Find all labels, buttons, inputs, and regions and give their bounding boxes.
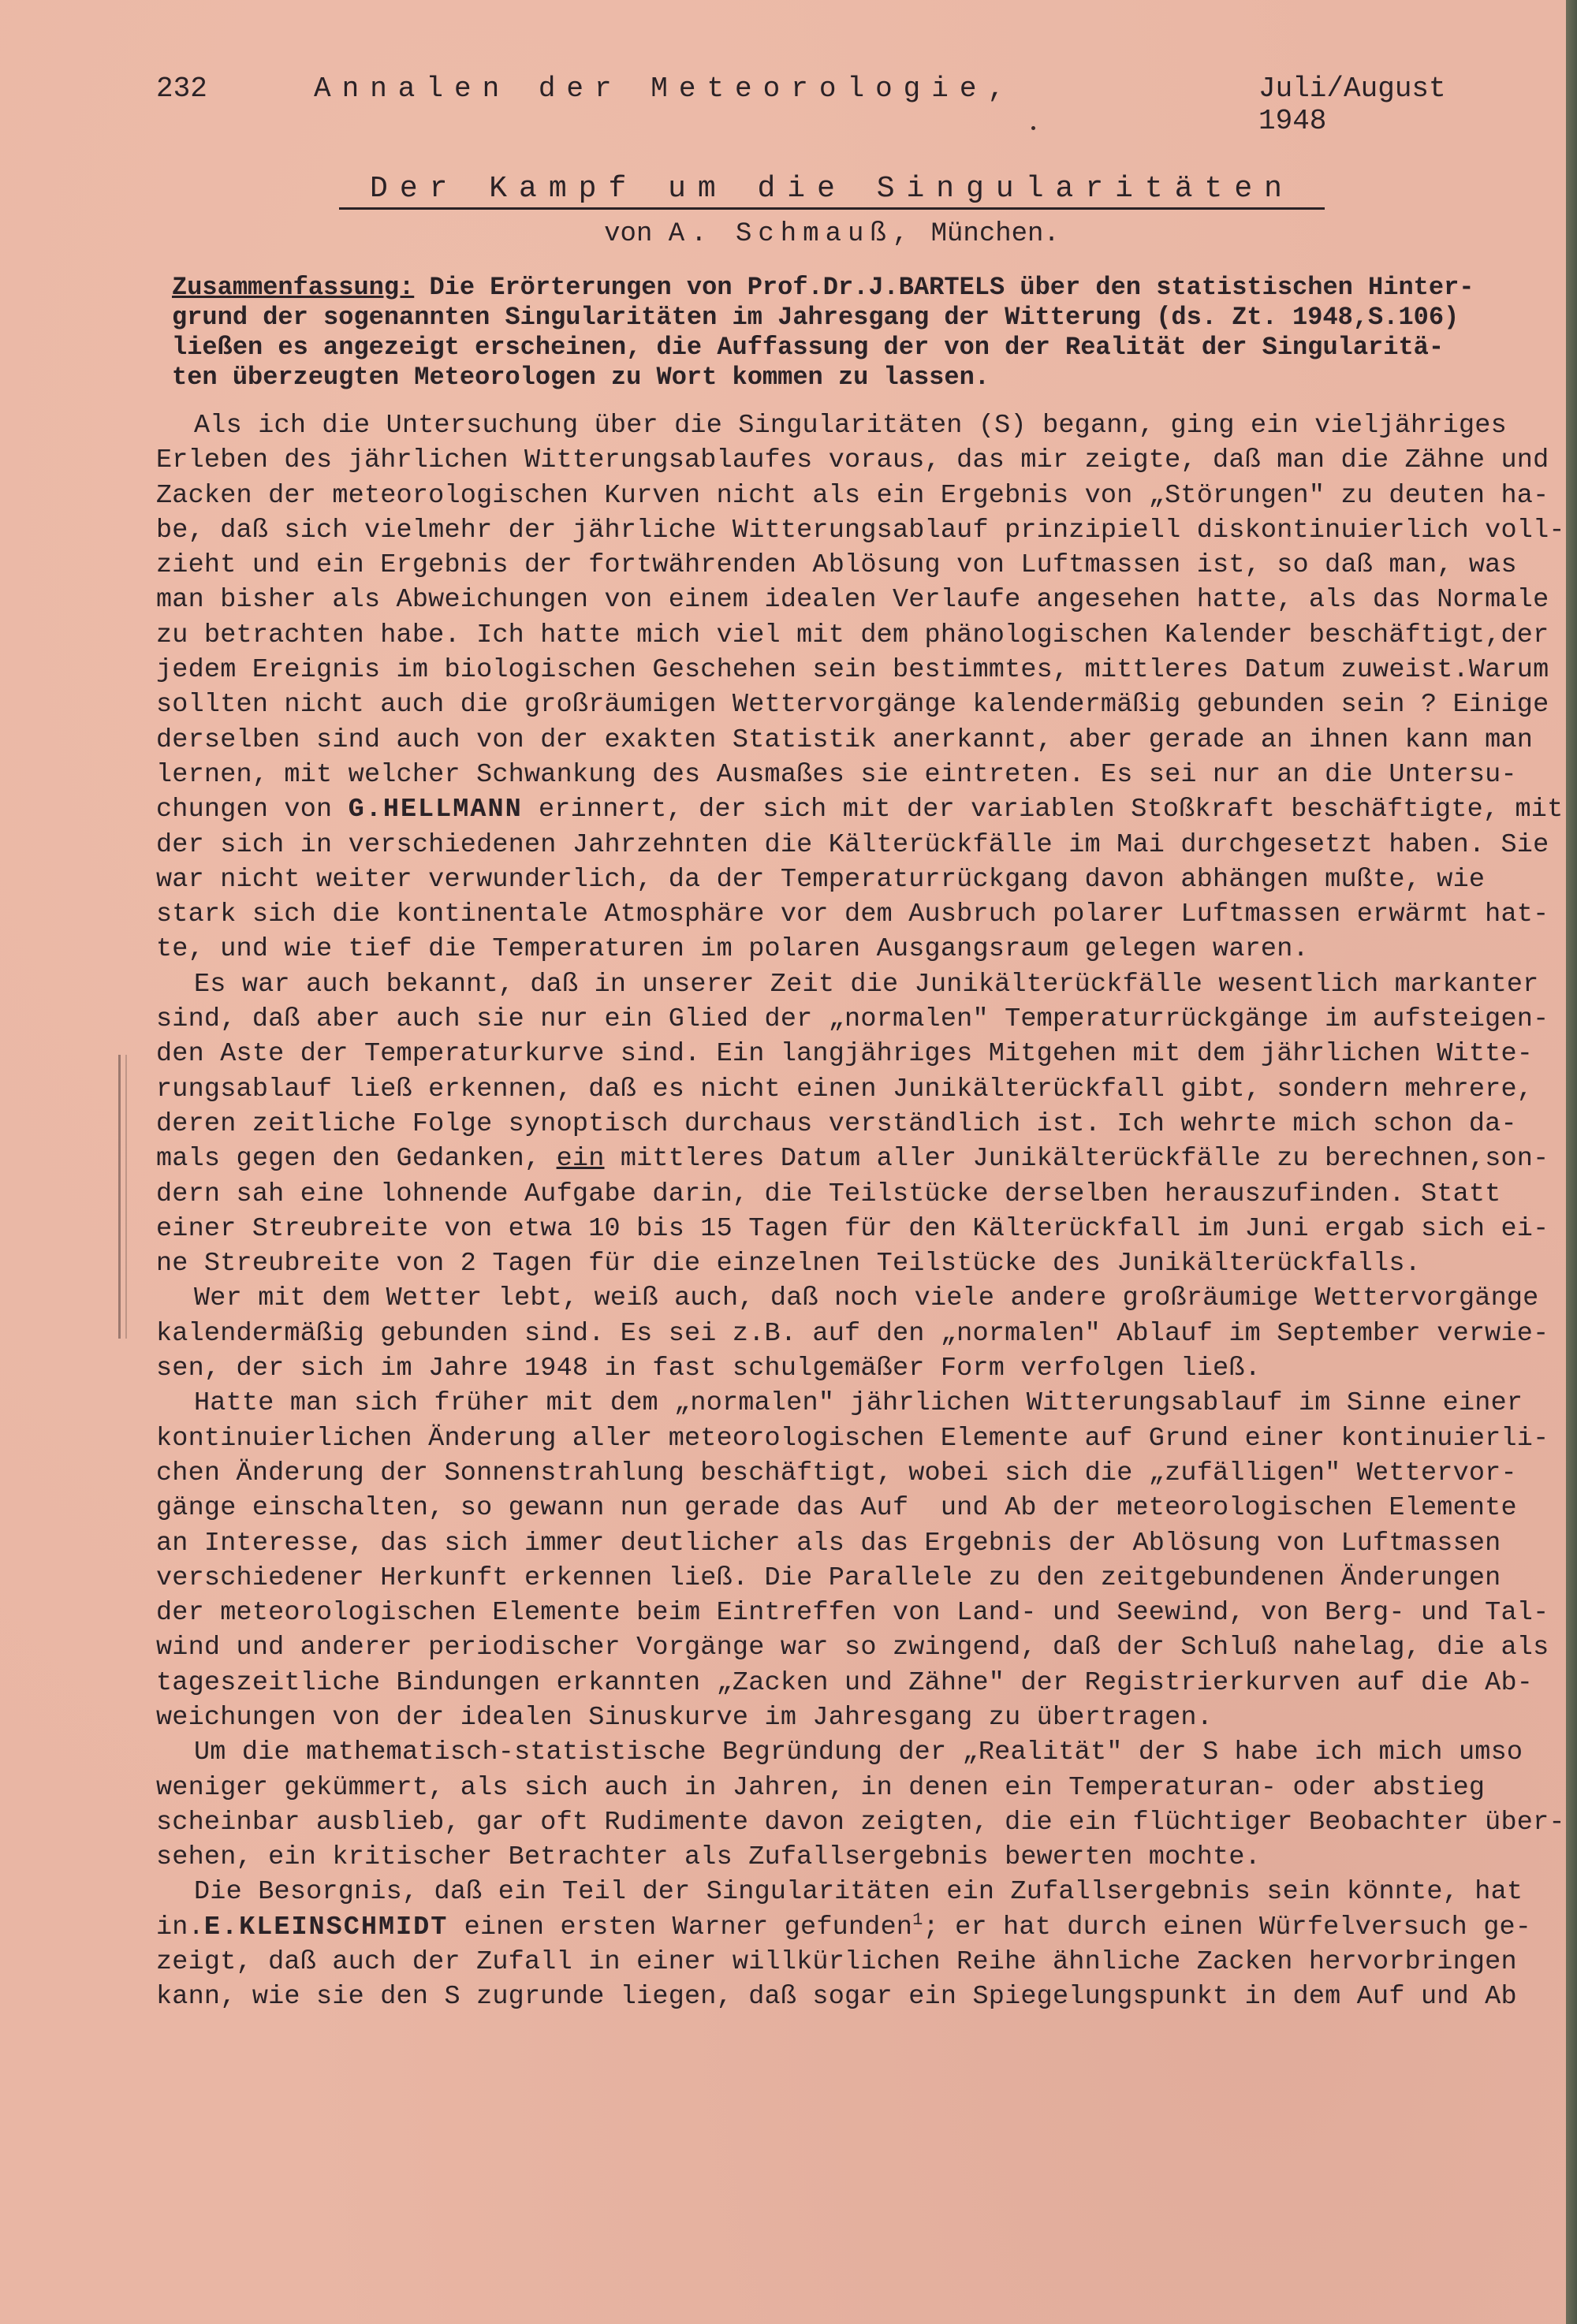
body-line: scheinbar ausblieb, gar oft Rudimente davon zeigten, die ein flüchtiger Beobachter über-: [156, 1807, 1565, 1838]
cited-author: G.HELLMANN: [348, 795, 523, 825]
body-line: [156, 792, 1564, 827]
body-line: Hatte man sich früher mit dem „normalen" jährlichen Witterungsablauf im Sinne einer: [194, 1388, 1523, 1419]
body-line: weichungen von der idealen Sinuskurve im Jahresgang zu übertragen.: [156, 1702, 1214, 1733]
abstract-line: grund der sogenannten Singularitäten im Jahresgang der Witterung (ds. Zt. 1948,S.106): [172, 303, 1460, 332]
body-line: zieht und ein Ergebnis der fortwährenden Ablösung von Luftmassen ist, so daß man, was: [156, 550, 1517, 581]
body-line: chen Änderung der Sonnenstrahlung beschäftigt, wobei sich die „zufälligen" Wettervor-: [156, 1458, 1517, 1488]
body-line: lernen, mit welcher Schwankung des Ausmaßes sie eintreten. Es sei nur an die Untersu-: [156, 759, 1517, 790]
body-line: einer Streubreite von etwa 10 bis 15 Tagen für den Kälterückfall im Juni ergab sich ei-: [156, 1213, 1549, 1244]
abstract-label: Zusammenfassung:: [172, 273, 415, 302]
body-line: Um die mathematisch-statistische Begründung der „Realität" der S habe ich mich umso: [194, 1737, 1523, 1768]
body-text: erinnert, der sich mit der variablen Stoßkraft beschäftigte, mit: [522, 795, 1564, 825]
emphasized-word: ein: [556, 1144, 605, 1175]
body-line: der meteorologischen Elemente beim Eintreffen von Land- und Seewind, von Berg- und Tal-: [156, 1598, 1549, 1629]
body-text: mals gegen den Gedanken,: [156, 1144, 557, 1175]
body-line: tageszeitliche Bindungen erkannten „Zacken und Zähne" der Registrierkurven auf die Ab-: [156, 1667, 1534, 1698]
body-line: sehen, ein kritischer Betrachter als Zufallsergebnis bewerten mochte.: [156, 1842, 1261, 1873]
body-line: kontinuierlichen Änderung aller meteorologischen Elemente auf Grund einer kontinuierli-: [156, 1423, 1549, 1454]
page-number: 232: [156, 73, 207, 105]
body-line: be, daß sich vielmehr der jährliche Witterungsablauf prinzipiell diskontinuierlich voll-: [156, 515, 1565, 546]
body-line: rungsablauf ließ erkennen, daß es nicht einen Junikälterückfall gibt, sondern mehrere,: [156, 1074, 1534, 1104]
body-line: kann, wie sie den S zugrunde liegen, daß sogar ein Spiegelungspunkt in dem Auf und Ab: [156, 1982, 1517, 2013]
body-line: an Interesse, das sich immer deutlicher als das Ergebnis der Ablösung von Luftmassen: [156, 1528, 1501, 1559]
footnote-marker: 1: [912, 1909, 923, 1930]
article-title: Der Kampf um die Singularitäten: [339, 172, 1325, 210]
cited-author: E.KLEINSCHMIDT: [203, 1912, 449, 1942]
body-line: war nicht weiter verwunderlich, da der Temperaturrückgang davon abhängen mußte, wie: [156, 864, 1486, 895]
body-line: jedem Ereignis im biologischen Geschehen sein bestimmtes, mittleres Datum zuweist.Warum: [156, 655, 1549, 686]
ink-dot: [1031, 126, 1035, 130]
body-line: kalendermäßig gebunden sind. Es sei z.B. auf den „normalen" Ablauf im September verwie-: [156, 1318, 1549, 1349]
body-line: man bisher als Abweichungen von einem idealen Verlaufe angesehen hatte, als das Normale: [156, 585, 1549, 616]
author-prefix: von: [604, 219, 653, 249]
body-line: wind und anderer periodischer Vorgänge war so zwingend, daß der Schluß nahelag, die als: [156, 1633, 1549, 1663]
body-line: deren zeitliche Folge synoptisch durchaus verständlich ist. Ich wehrte mich schon da-: [156, 1108, 1517, 1139]
abstract-line: ten überzeugten Meteorologen zu Wort kommen zu lassen.: [172, 363, 990, 392]
body-line: zeigt, daß auch der Zufall in einer willkürlichen Reihe ähnliche Zacken hervorbringen: [156, 1947, 1517, 1978]
journal-title: Annalen der Meteorologie,: [314, 73, 1016, 105]
body-line: ne Streubreite von 2 Tagen für die einzelnen Teilstücke des Junikälterückfalls.: [156, 1249, 1421, 1279]
body-line: gänge einschalten, so gewann nun gerade das Auf und Ab der meteorologischen Elemente: [156, 1493, 1517, 1524]
body-line: Wer mit dem Wetter lebt, weiß auch, daß noch viele andere großräumige Wettervorgänge: [194, 1283, 1539, 1314]
body-line: sollten nicht auch die großräumigen Wettervorgänge kalendermäßig gebunden sein ? Einige: [156, 690, 1549, 721]
body-text: ; er hat durch einen Würfelversuch ge-: [923, 1912, 1532, 1942]
body-line: den Aste der Temperaturkurve sind. Ein langjähriges Mitgehen mit dem jährlichen Witte-: [156, 1039, 1534, 1070]
body-text: mittleres Datum aller Junikälterückfälle zu berechnen,son-: [604, 1144, 1549, 1175]
abstract-line: ließen es angezeigt erscheinen, die Auffassung der von der Realität der Singularitä-: [172, 333, 1445, 362]
page-edge: [1566, 0, 1577, 2324]
body-line: dern sah eine lohnende Aufgabe darin, die Teilstücke derselben herauszufinden. Statt: [156, 1179, 1501, 1209]
body-line: Die Besorgnis, daß ein Teil der Singularitäten ein Zufallsergebnis sein könnte, hat: [194, 1877, 1523, 1908]
body-line: verschiedener Herkunft erkennen ließ. Die Parallele zu den zeitgebundenen Änderungen: [156, 1562, 1501, 1593]
body-line: sen, der sich im Jahre 1948 in fast schulgemäßer Form verfolgen ließ.: [156, 1354, 1261, 1384]
body-text: in.: [156, 1912, 204, 1942]
abstract-line: Die Erörterungen von Prof.Dr.J.BARTELS über den statistischen Hinter-: [414, 273, 1474, 302]
body-line: Es war auch bekannt, daß in unserer Zeit die Junikälterückfälle wesentlich markanter: [194, 969, 1539, 1000]
body-line: Zacken der meteorologischen Kurven nicht als ein Ergebnis von „Störungen" zu deuten ha-: [156, 480, 1549, 511]
article-author: [339, 219, 1325, 249]
body-line: stark sich die kontinentale Atmosphäre vor dem Ausbruch polarer Luftmassen erwärmt hat-: [156, 899, 1549, 930]
body-text: chungen von: [156, 795, 349, 825]
running-header: [156, 73, 1446, 137]
body-line: te, und wie tief die Temperaturen im polaren Ausgangsraum gelegen waren.: [156, 934, 1309, 965]
body-line: derselben sind auch von der exakten Statistik anerkannt, aber gerade an ihnen kann man: [156, 724, 1534, 755]
abstract: [172, 273, 1528, 393]
article-body: [156, 408, 1565, 2015]
body-line: der sich in verschiedenen Jahrzehnten die Kälterückfälle im Mai durchgesetzt haben. Sie: [156, 829, 1549, 860]
body-line: [156, 1142, 1549, 1176]
body-line: weniger gekümmert, als sich auch in Jahren, in denen ein Temperaturan- oder abstieg: [156, 1772, 1486, 1803]
author-city: München.: [930, 219, 1060, 249]
author-name: A. Schmauß,: [668, 219, 915, 249]
body-line: Als ich die Untersuchung über die Singularitäten (S) begann, ging ein vieljähriges: [194, 411, 1507, 441]
body-line: Erleben des jährlichen Witterungsablaufes voraus, das mir zeigte, daß man die Zähne und: [156, 445, 1549, 476]
body-line: [156, 1910, 1544, 1945]
margin-pencil-mark: [118, 1055, 127, 1339]
body-line: sind, daß aber auch sie nur ein Glied der „normalen" Temperaturrückgänge im aufsteigen-: [156, 1004, 1549, 1035]
issue-date: Juli/August 1948: [1258, 73, 1446, 137]
body-line: zu betrachten habe. Ich hatte mich viel mit dem phänologischen Kalender beschäftigt,der: [156, 620, 1549, 650]
body-text: einen ersten Warner gefunden: [448, 1912, 913, 1942]
